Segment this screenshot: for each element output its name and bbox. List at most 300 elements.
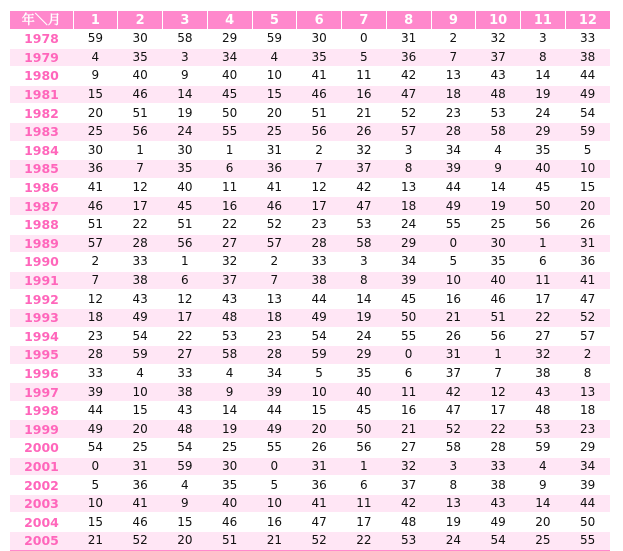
- year-cell: 1980: [10, 67, 73, 86]
- value-cell: 30: [73, 141, 118, 160]
- value-cell: 4: [207, 364, 252, 383]
- year-cell: 1997: [10, 383, 73, 402]
- value-cell: 41: [297, 67, 342, 86]
- value-cell: 5: [297, 364, 342, 383]
- value-cell: 16: [431, 290, 476, 309]
- value-cell: 22: [342, 532, 387, 550]
- value-cell: 27: [386, 439, 431, 458]
- year-cell: 2003: [10, 494, 73, 513]
- value-cell: 37: [476, 48, 521, 67]
- value-cell: 0: [252, 457, 297, 476]
- value-cell: 23: [431, 104, 476, 123]
- value-cell: 31: [252, 141, 297, 160]
- table-row: [10, 364, 610, 383]
- table-row: [10, 160, 610, 179]
- value-cell: 40: [342, 383, 387, 402]
- value-cell: 49: [476, 513, 521, 532]
- table-row: [10, 457, 610, 476]
- value-cell: 12: [73, 290, 118, 309]
- value-cell: 55: [207, 122, 252, 141]
- year-cell: 1994: [10, 327, 73, 346]
- value-cell: 34: [386, 253, 431, 272]
- year-cell: 1991: [10, 271, 73, 290]
- table-row: [10, 383, 610, 402]
- table-row: [10, 401, 610, 420]
- value-cell: 58: [163, 30, 208, 49]
- value-cell: 7: [431, 48, 476, 67]
- value-cell: 24: [431, 532, 476, 550]
- table-row: [10, 439, 610, 458]
- year-cell: 1990: [10, 253, 73, 272]
- value-cell: 36: [73, 160, 118, 179]
- value-cell: 32: [521, 346, 566, 365]
- value-cell: 53: [342, 215, 387, 234]
- value-cell: 50: [565, 513, 610, 532]
- value-cell: 57: [73, 234, 118, 253]
- value-cell: 53: [386, 532, 431, 550]
- value-cell: 43: [476, 494, 521, 513]
- value-cell: 0: [73, 457, 118, 476]
- value-cell: 1: [476, 346, 521, 365]
- value-cell: 44: [73, 401, 118, 420]
- value-cell: 10: [431, 271, 476, 290]
- year-cell: 1993: [10, 308, 73, 327]
- value-cell: 51: [297, 104, 342, 123]
- value-cell: 3: [386, 141, 431, 160]
- value-cell: 35: [342, 364, 387, 383]
- value-cell: 21: [73, 532, 118, 550]
- value-cell: 42: [386, 67, 431, 86]
- value-cell: 41: [297, 494, 342, 513]
- value-cell: 32: [342, 141, 387, 160]
- table-row: [10, 327, 610, 346]
- value-cell: 21: [386, 420, 431, 439]
- value-cell: 8: [431, 476, 476, 495]
- value-cell: 36: [252, 160, 297, 179]
- value-cell: 3: [163, 48, 208, 67]
- value-cell: 19: [476, 197, 521, 216]
- year-cell: 1996: [10, 364, 73, 383]
- value-cell: 9: [163, 67, 208, 86]
- value-cell: 48: [476, 85, 521, 104]
- value-cell: 11: [386, 383, 431, 402]
- table-row: [10, 494, 610, 513]
- value-cell: 56: [163, 234, 208, 253]
- value-cell: 20: [73, 104, 118, 123]
- value-cell: 10: [565, 160, 610, 179]
- header-month-cell: 7: [342, 11, 387, 30]
- table-row: [10, 104, 610, 123]
- value-cell: 51: [476, 308, 521, 327]
- value-cell: 11: [342, 67, 387, 86]
- value-cell: 19: [163, 104, 208, 123]
- table-header: [10, 11, 610, 30]
- value-cell: 47: [342, 197, 387, 216]
- year-cell: 1999: [10, 420, 73, 439]
- value-cell: 35: [118, 48, 163, 67]
- table-row: [10, 308, 610, 327]
- value-cell: 38: [476, 476, 521, 495]
- value-cell: 58: [342, 234, 387, 253]
- value-cell: 41: [73, 178, 118, 197]
- value-cell: 39: [73, 383, 118, 402]
- value-cell: 33: [73, 364, 118, 383]
- value-cell: 17: [297, 197, 342, 216]
- value-cell: 52: [252, 215, 297, 234]
- value-cell: 50: [386, 308, 431, 327]
- value-cell: 26: [431, 327, 476, 346]
- value-cell: 43: [521, 383, 566, 402]
- value-cell: 44: [431, 178, 476, 197]
- value-cell: 7: [297, 160, 342, 179]
- value-cell: 33: [565, 30, 610, 49]
- value-cell: 5: [252, 476, 297, 495]
- value-cell: 12: [297, 178, 342, 197]
- value-cell: 46: [476, 290, 521, 309]
- year-cell: 1981: [10, 85, 73, 104]
- value-cell: 51: [73, 215, 118, 234]
- header-month-cell: 12: [565, 11, 610, 30]
- value-cell: 10: [252, 494, 297, 513]
- value-cell: 51: [207, 532, 252, 550]
- value-cell: 15: [565, 178, 610, 197]
- value-cell: 40: [207, 67, 252, 86]
- value-cell: 54: [163, 439, 208, 458]
- value-cell: 21: [431, 308, 476, 327]
- year-cell: 1982: [10, 104, 73, 123]
- value-cell: 45: [386, 290, 431, 309]
- value-cell: 59: [297, 346, 342, 365]
- value-cell: 8: [342, 271, 387, 290]
- value-cell: 20: [118, 420, 163, 439]
- value-cell: 15: [118, 401, 163, 420]
- value-cell: 21: [252, 532, 297, 550]
- table-row: [10, 48, 610, 67]
- value-cell: 33: [476, 457, 521, 476]
- value-cell: 30: [476, 234, 521, 253]
- value-cell: 6: [386, 364, 431, 383]
- value-cell: 59: [73, 30, 118, 49]
- value-cell: 18: [431, 85, 476, 104]
- value-cell: 17: [118, 197, 163, 216]
- year-cell: 1983: [10, 122, 73, 141]
- value-cell: 50: [521, 197, 566, 216]
- value-cell: 10: [118, 383, 163, 402]
- year-cell: 1984: [10, 141, 73, 160]
- value-cell: 11: [521, 271, 566, 290]
- value-cell: 5: [342, 48, 387, 67]
- value-cell: 26: [297, 439, 342, 458]
- value-cell: 22: [207, 215, 252, 234]
- value-cell: 58: [207, 346, 252, 365]
- value-cell: 44: [565, 494, 610, 513]
- value-cell: 39: [565, 476, 610, 495]
- value-cell: 8: [565, 364, 610, 383]
- value-cell: 35: [476, 253, 521, 272]
- value-cell: 49: [297, 308, 342, 327]
- table-body: [10, 30, 610, 550]
- value-cell: 49: [431, 197, 476, 216]
- value-cell: 49: [565, 85, 610, 104]
- value-cell: 29: [521, 122, 566, 141]
- value-cell: 48: [207, 308, 252, 327]
- value-cell: 15: [163, 513, 208, 532]
- value-cell: 46: [207, 513, 252, 532]
- value-cell: 26: [565, 215, 610, 234]
- value-cell: 39: [431, 160, 476, 179]
- value-cell: 45: [521, 178, 566, 197]
- value-cell: 38: [163, 383, 208, 402]
- value-cell: 37: [386, 476, 431, 495]
- value-cell: 59: [118, 346, 163, 365]
- value-cell: 4: [252, 48, 297, 67]
- table-row: [10, 271, 610, 290]
- value-cell: 22: [476, 420, 521, 439]
- value-cell: 7: [252, 271, 297, 290]
- value-cell: 2: [252, 253, 297, 272]
- year-cell: 1978: [10, 30, 73, 49]
- value-cell: 18: [73, 308, 118, 327]
- value-cell: 46: [118, 513, 163, 532]
- value-cell: 15: [73, 85, 118, 104]
- table-bottom-border: [10, 550, 610, 551]
- table-row: [10, 234, 610, 253]
- value-cell: 33: [118, 253, 163, 272]
- value-cell: 19: [521, 85, 566, 104]
- table-row: [10, 513, 610, 532]
- value-cell: 10: [73, 494, 118, 513]
- value-cell: 31: [386, 30, 431, 49]
- value-cell: 13: [386, 178, 431, 197]
- value-cell: 20: [565, 197, 610, 216]
- value-cell: 4: [73, 48, 118, 67]
- value-cell: 33: [163, 364, 208, 383]
- value-cell: 20: [521, 513, 566, 532]
- value-cell: 25: [521, 532, 566, 550]
- value-cell: 24: [342, 327, 387, 346]
- value-cell: 17: [521, 290, 566, 309]
- value-cell: 52: [386, 104, 431, 123]
- value-cell: 30: [118, 30, 163, 49]
- value-cell: 51: [118, 104, 163, 123]
- value-cell: 54: [73, 439, 118, 458]
- header-month-cell: 2: [118, 11, 163, 30]
- value-cell: 55: [252, 439, 297, 458]
- value-cell: 27: [207, 234, 252, 253]
- table-row: [10, 215, 610, 234]
- value-cell: 58: [476, 122, 521, 141]
- value-cell: 22: [163, 327, 208, 346]
- value-cell: 44: [565, 67, 610, 86]
- value-cell: 25: [252, 122, 297, 141]
- value-cell: 15: [297, 401, 342, 420]
- value-cell: 48: [521, 401, 566, 420]
- table-row: [10, 346, 610, 365]
- value-cell: 50: [342, 420, 387, 439]
- value-cell: 52: [565, 308, 610, 327]
- value-cell: 28: [118, 234, 163, 253]
- value-cell: 35: [521, 141, 566, 160]
- table-row: [10, 532, 610, 550]
- value-cell: 43: [207, 290, 252, 309]
- value-cell: 7: [73, 271, 118, 290]
- year-cell: 2000: [10, 439, 73, 458]
- value-cell: 52: [297, 532, 342, 550]
- table-row: [10, 290, 610, 309]
- value-cell: 1: [163, 253, 208, 272]
- year-cell: 1992: [10, 290, 73, 309]
- value-cell: 35: [207, 476, 252, 495]
- value-cell: 57: [252, 234, 297, 253]
- value-cell: 35: [297, 48, 342, 67]
- value-cell: 6: [163, 271, 208, 290]
- value-cell: 2: [565, 346, 610, 365]
- value-cell: 23: [252, 327, 297, 346]
- value-cell: 54: [476, 532, 521, 550]
- header-month-cell: 5: [252, 11, 297, 30]
- value-cell: 6: [207, 160, 252, 179]
- value-cell: 17: [476, 401, 521, 420]
- value-cell: 12: [163, 290, 208, 309]
- year-cell: 1988: [10, 215, 73, 234]
- value-cell: 14: [342, 290, 387, 309]
- table-row: [10, 476, 610, 495]
- value-cell: 56: [342, 439, 387, 458]
- value-cell: 33: [297, 253, 342, 272]
- value-cell: 46: [297, 85, 342, 104]
- value-cell: 47: [386, 85, 431, 104]
- value-cell: 37: [207, 271, 252, 290]
- value-cell: 10: [252, 67, 297, 86]
- value-cell: 0: [342, 30, 387, 49]
- value-cell: 13: [431, 494, 476, 513]
- value-cell: 24: [386, 215, 431, 234]
- value-cell: 43: [118, 290, 163, 309]
- value-cell: 28: [431, 122, 476, 141]
- value-cell: 5: [73, 476, 118, 495]
- value-cell: 30: [163, 141, 208, 160]
- value-cell: 41: [252, 178, 297, 197]
- value-cell: 29: [386, 234, 431, 253]
- value-cell: 25: [73, 122, 118, 141]
- value-cell: 30: [297, 30, 342, 49]
- value-cell: 17: [163, 308, 208, 327]
- value-cell: 16: [207, 197, 252, 216]
- value-cell: 6: [342, 476, 387, 495]
- value-cell: 27: [521, 327, 566, 346]
- value-cell: 0: [431, 234, 476, 253]
- value-cell: 11: [342, 494, 387, 513]
- value-cell: 55: [386, 327, 431, 346]
- value-cell: 25: [476, 215, 521, 234]
- value-cell: 28: [297, 234, 342, 253]
- value-cell: 31: [297, 457, 342, 476]
- value-cell: 52: [118, 532, 163, 550]
- value-cell: 19: [207, 420, 252, 439]
- value-cell: 1: [118, 141, 163, 160]
- value-cell: 45: [207, 85, 252, 104]
- value-cell: 40: [118, 67, 163, 86]
- value-cell: 7: [118, 160, 163, 179]
- header-month-cell: 4: [207, 11, 252, 30]
- value-cell: 8: [521, 48, 566, 67]
- value-cell: 3: [342, 253, 387, 272]
- header-month-cell: 11: [521, 11, 566, 30]
- table-row: [10, 197, 610, 216]
- value-cell: 14: [521, 494, 566, 513]
- value-cell: 43: [476, 67, 521, 86]
- value-cell: 6: [521, 253, 566, 272]
- value-cell: 53: [207, 327, 252, 346]
- value-cell: 20: [163, 532, 208, 550]
- value-cell: 29: [565, 439, 610, 458]
- value-cell: 32: [386, 457, 431, 476]
- value-cell: 23: [73, 327, 118, 346]
- value-cell: 45: [163, 197, 208, 216]
- value-cell: 34: [252, 364, 297, 383]
- value-cell: 3: [521, 30, 566, 49]
- value-cell: 36: [118, 476, 163, 495]
- value-cell: 20: [252, 104, 297, 123]
- year-cell: 1989: [10, 234, 73, 253]
- table-row: [10, 420, 610, 439]
- value-cell: 38: [118, 271, 163, 290]
- value-cell: 47: [565, 290, 610, 309]
- value-cell: 12: [118, 178, 163, 197]
- value-cell: 31: [565, 234, 610, 253]
- value-cell: 36: [297, 476, 342, 495]
- year-month-table: [10, 10, 610, 550]
- value-cell: 56: [118, 122, 163, 141]
- value-cell: 55: [431, 215, 476, 234]
- value-cell: 54: [118, 327, 163, 346]
- value-cell: 57: [565, 327, 610, 346]
- value-cell: 42: [431, 383, 476, 402]
- value-cell: 39: [386, 271, 431, 290]
- value-cell: 1: [521, 234, 566, 253]
- value-cell: 48: [163, 420, 208, 439]
- value-cell: 32: [207, 253, 252, 272]
- value-cell: 54: [565, 104, 610, 123]
- value-cell: 31: [118, 457, 163, 476]
- year-cell: 1987: [10, 197, 73, 216]
- year-cell: 2002: [10, 476, 73, 495]
- value-cell: 47: [431, 401, 476, 420]
- value-cell: 48: [386, 513, 431, 532]
- table-row: [10, 253, 610, 272]
- value-cell: 44: [252, 401, 297, 420]
- value-cell: 56: [476, 327, 521, 346]
- value-cell: 10: [297, 383, 342, 402]
- value-cell: 37: [342, 160, 387, 179]
- year-cell: 1985: [10, 160, 73, 179]
- value-cell: 50: [207, 104, 252, 123]
- year-cell: 1979: [10, 48, 73, 67]
- value-cell: 12: [476, 383, 521, 402]
- value-cell: 38: [297, 271, 342, 290]
- value-cell: 34: [207, 48, 252, 67]
- value-cell: 54: [297, 327, 342, 346]
- value-cell: 5: [565, 141, 610, 160]
- value-cell: 1: [342, 457, 387, 476]
- value-cell: 14: [521, 67, 566, 86]
- value-cell: 40: [163, 178, 208, 197]
- value-cell: 19: [342, 308, 387, 327]
- value-cell: 9: [476, 160, 521, 179]
- value-cell: 53: [521, 420, 566, 439]
- value-cell: 15: [73, 513, 118, 532]
- value-cell: 38: [565, 48, 610, 67]
